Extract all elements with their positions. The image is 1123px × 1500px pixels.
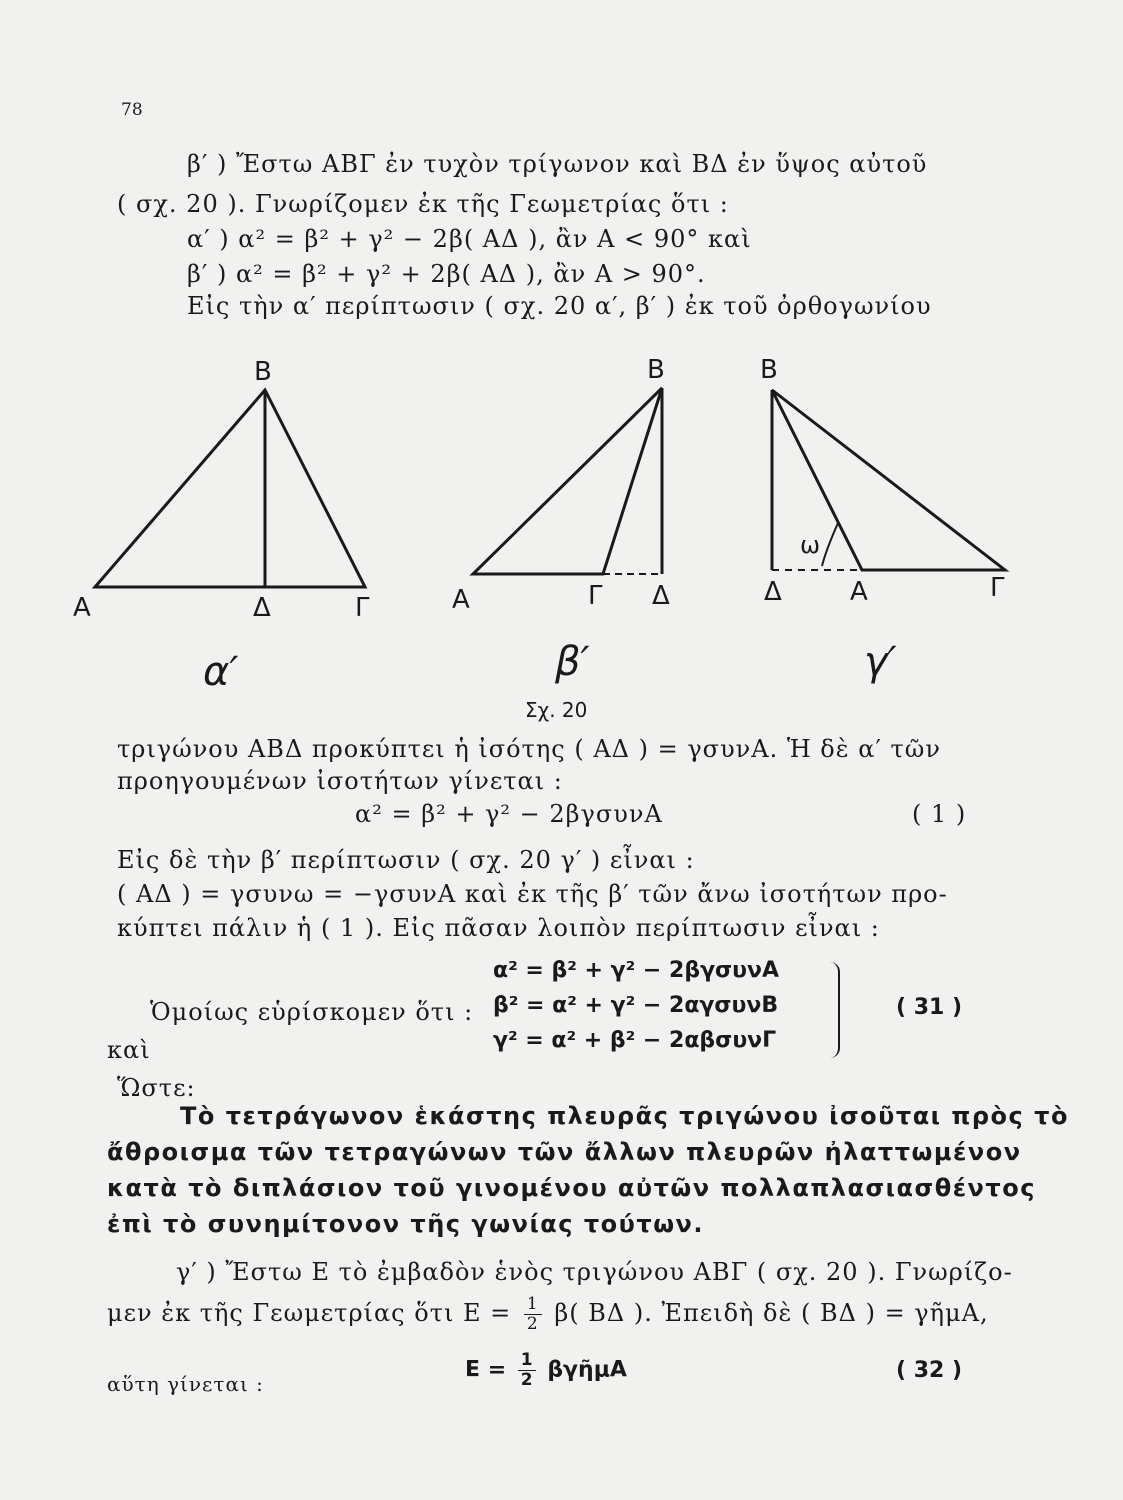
text-line: ( σχ. 20 ). Γνωρίζομεν ἐκ τῆς Γεωμετρίας ὅτι :	[117, 190, 729, 218]
right-brace	[826, 962, 840, 1058]
equation-number: ( 32 )	[896, 1358, 963, 1383]
label-vertex-a: Α	[850, 577, 868, 607]
label-vertex-g: Γ	[588, 581, 603, 611]
text-line: ( ΑΔ ) = γσυνω = −γσυνΑ καὶ ἐκ τῆς β′ τῶν ἄνω ἰσοτήτων προ-	[117, 880, 948, 908]
figure-part-label-alpha: α′	[203, 649, 239, 695]
text-line: Εἰς τὴν α′ περίπτωσιν ( σχ. 20 α′, β′ ) ἐκ τοῦ ὀρθογωνίου	[187, 292, 932, 320]
label-vertex-d: Δ	[764, 577, 782, 607]
fraction-numerator: 1	[518, 1352, 536, 1371]
text-line: αὕτη γίνεται :	[107, 1372, 264, 1396]
theorem-lead: Ὥστε:	[117, 1074, 196, 1102]
text-line: τριγώνου ΑΒΔ προκύπτει ἡ ἰσότης ( ΑΔ ) = γσυνΑ. Ἡ δὲ α′ τῶν	[117, 735, 941, 763]
equation-formula: α² = β² + γ² − 2βγσυνΑ	[355, 800, 663, 828]
equation-number: ( 31 )	[896, 995, 963, 1020]
page-number: 78	[121, 100, 143, 120]
figure-20	[0, 340, 1123, 700]
equation-32	[465, 1352, 627, 1389]
equation-number: ( 1 )	[912, 800, 967, 828]
equation-rhs: βγῆμΑ	[547, 1357, 627, 1383]
system-formula: γ² = α² + β² − 2αβσυνΓ	[493, 1028, 777, 1053]
theorem-line: ἄθροισμα τῶν τετραγώνων τῶν ἄλλων πλευρῶν ἠλαττωμένον	[107, 1138, 1022, 1166]
figure-part-label-beta: β′	[555, 639, 590, 685]
text-line	[107, 1296, 989, 1333]
label-angle-omega: ω	[800, 531, 821, 559]
label-vertex-b: Β	[254, 357, 272, 387]
label-vertex-d: Δ	[253, 593, 271, 623]
label-vertex-a: Α	[73, 593, 91, 623]
theorem-line: ἐπὶ τὸ συνημίτονον τῆς γωνίας τούτων.	[107, 1210, 705, 1238]
equation-lhs: Ε =	[465, 1357, 507, 1383]
text-line: β′ ) α² = β² + γ² + 2β( ΑΔ ), ἂν Α > 90°.	[187, 260, 706, 288]
theorem-line: κατὰ τὸ διπλάσιον τοῦ γινομένου αὐτῶν πολλαπλασιασθέντος	[107, 1174, 1036, 1202]
figure-part-label-gamma: γ′	[864, 639, 897, 685]
label-vertex-b: Β	[760, 355, 778, 385]
triangle-beta	[473, 388, 662, 574]
triangle-alpha	[95, 390, 365, 587]
text-line: προηγουμένων ἰσοτήτων γίνεται :	[117, 767, 563, 795]
system-formula: α² = β² + γ² − 2βγσυνΑ	[493, 958, 780, 983]
text-line: γ′ ) Ἔστω Ε τὸ ἐμβαδὸν ἑνὸς τριγώνου ΑΒΓ ( σχ. 20 ). Γνωρίζο-	[176, 1258, 1013, 1286]
text-segment: μεν ἐκ τῆς Γεωμετρίας ὅτι Ε =	[107, 1299, 512, 1327]
text-line: Εἰς δὲ τὴν β′ περίπτωσιν ( σχ. 20 γ′ ) εἶναι :	[117, 846, 695, 874]
theorem-line: Τὸ τετράγωνον ἑκάστης πλευρᾶς τριγώνου ἰσοῦται πρὸς τὸ	[180, 1102, 1069, 1130]
fraction	[518, 1352, 536, 1389]
text-line: α′ ) α² = β² + γ² − 2β( ΑΔ ), ἂν Α < 90° καὶ	[187, 225, 752, 253]
label-vertex-g: Γ	[355, 593, 370, 623]
fraction-numerator: 1	[524, 1296, 542, 1315]
fraction	[524, 1296, 542, 1333]
text-line: κύπτει πάλιν ἡ ( 1 ). Εἰς πᾶσαν λοιπὸν περίπτωσιν εἶναι :	[117, 914, 880, 942]
figure-caption: Σχ. 20	[525, 698, 588, 722]
label-vertex-b: Β	[647, 355, 665, 385]
label-vertex-a: Α	[452, 585, 470, 615]
text-line: β′ ) Ἔστω ΑΒΓ ἐν τυχὸν τρίγωνον καὶ ΒΔ ἐν ὕψος αὐτοῦ	[187, 150, 928, 178]
label-vertex-g: Γ	[990, 573, 1005, 603]
system-connector: καὶ	[107, 1036, 151, 1064]
fraction-denominator: 2	[526, 1314, 539, 1334]
text-segment: β( ΒΔ ). Ἐπειδὴ δὲ ( ΒΔ ) = γῆμΑ,	[554, 1299, 989, 1327]
system-formula: β² = α² + γ² − 2αγσυνΒ	[493, 993, 779, 1018]
system-intro: Ὁμοίως εὑρίσκομεν ὅτι :	[150, 998, 474, 1026]
fraction-denominator: 2	[520, 1370, 533, 1390]
label-vertex-d: Δ	[652, 581, 670, 611]
